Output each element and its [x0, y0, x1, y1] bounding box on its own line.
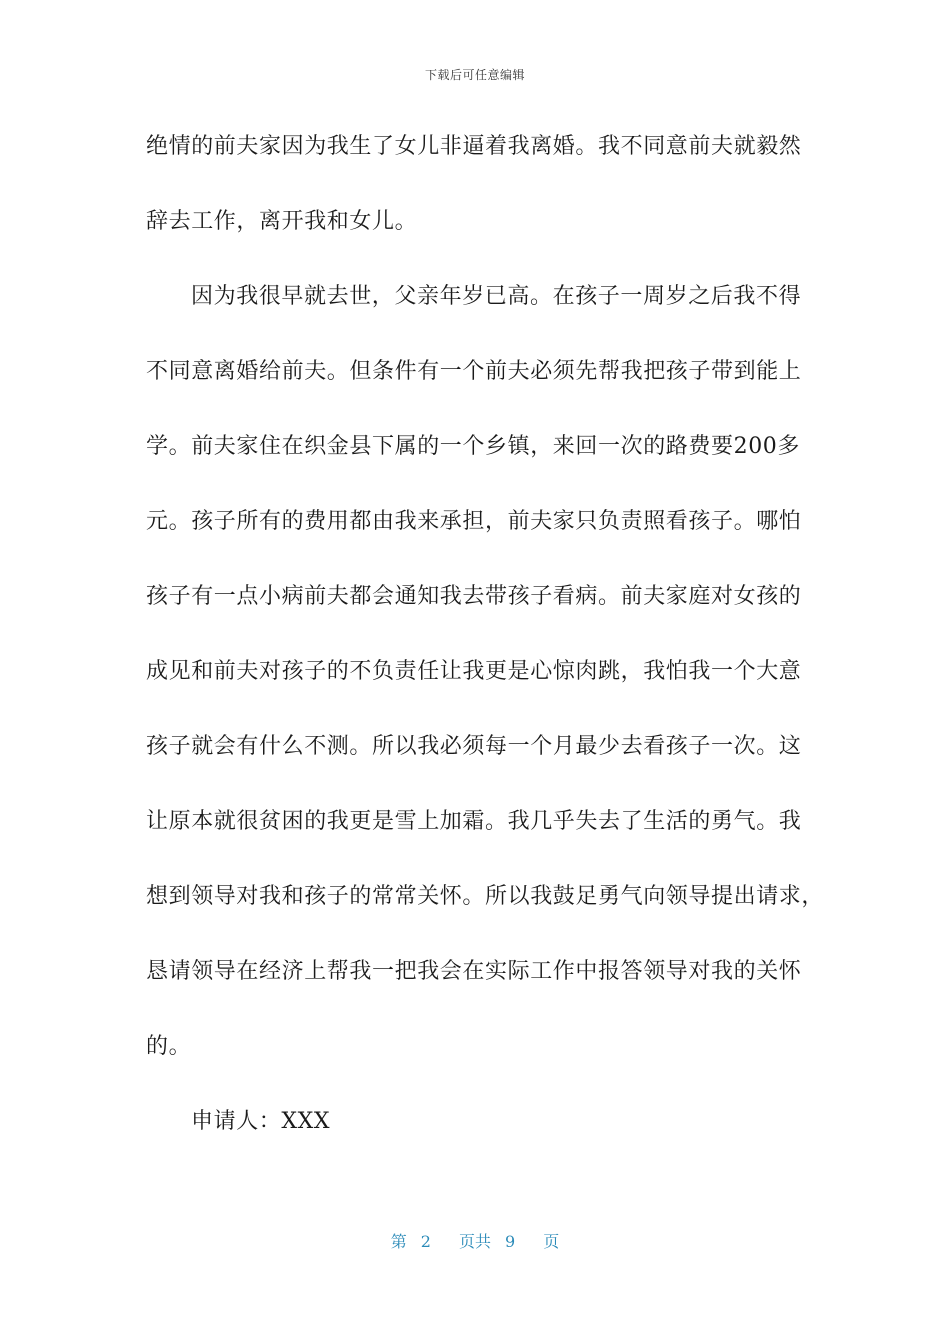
footer-prefix: 第	[390, 1232, 407, 1251]
text-line: 因为我很早就去世，父亲年岁已高。在孩子一周岁之后我不得	[191, 284, 802, 309]
footer-current-page: 2	[420, 1232, 431, 1251]
signature-line: 申请人：XXX	[191, 1109, 331, 1134]
text-line: 成见和前夫对孩子的不负责任让我更是心惊肉跳，我怕我一个大意	[146, 659, 802, 684]
page-footer	[0, 1229, 950, 1252]
text-line: 想到领导对我和孩子的常常关怀。所以我鼓足勇气向领导提出请求，	[146, 884, 825, 909]
text-line: 元。孩子所有的费用都由我来承担，前夫家只负责照看孩子。哪怕	[146, 509, 802, 534]
text-line: 的。	[146, 1034, 192, 1059]
page-header: 下载后可任意编辑	[424, 68, 525, 82]
text-line: 孩子就会有什么不测。所以我必须每一个月最少去看孩子一次。这	[146, 734, 802, 759]
text-line: 学。前夫家住在织金县下属的一个乡镇，来回一次的路费要200多	[146, 434, 800, 459]
text-line: 孩子有一点小病前夫都会通知我去带孩子看病。前夫家庭对女孩的	[146, 584, 802, 609]
text-line: 绝情的前夫家因为我生了女儿非逼着我离婚。我不同意前夫就毅然	[146, 134, 802, 159]
document-body	[146, 125, 825, 1175]
text-line: 辞去工作，离开我和女儿。	[146, 209, 418, 234]
text-line: 让原本就很贫困的我更是雪上加霜。我几乎失去了生活的勇气。我	[146, 809, 802, 834]
footer-suffix: 页	[543, 1232, 560, 1251]
footer-middle: 页共	[458, 1232, 491, 1251]
text-line: 恳请领导在经济上帮我一把我会在实际工作中报答领导对我的关怀	[146, 959, 802, 984]
text-line: 不同意离婚给前夫。但条件有一个前夫必须先帮我把孩子带到能上	[146, 359, 802, 384]
footer-total-pages: 9	[505, 1232, 516, 1251]
